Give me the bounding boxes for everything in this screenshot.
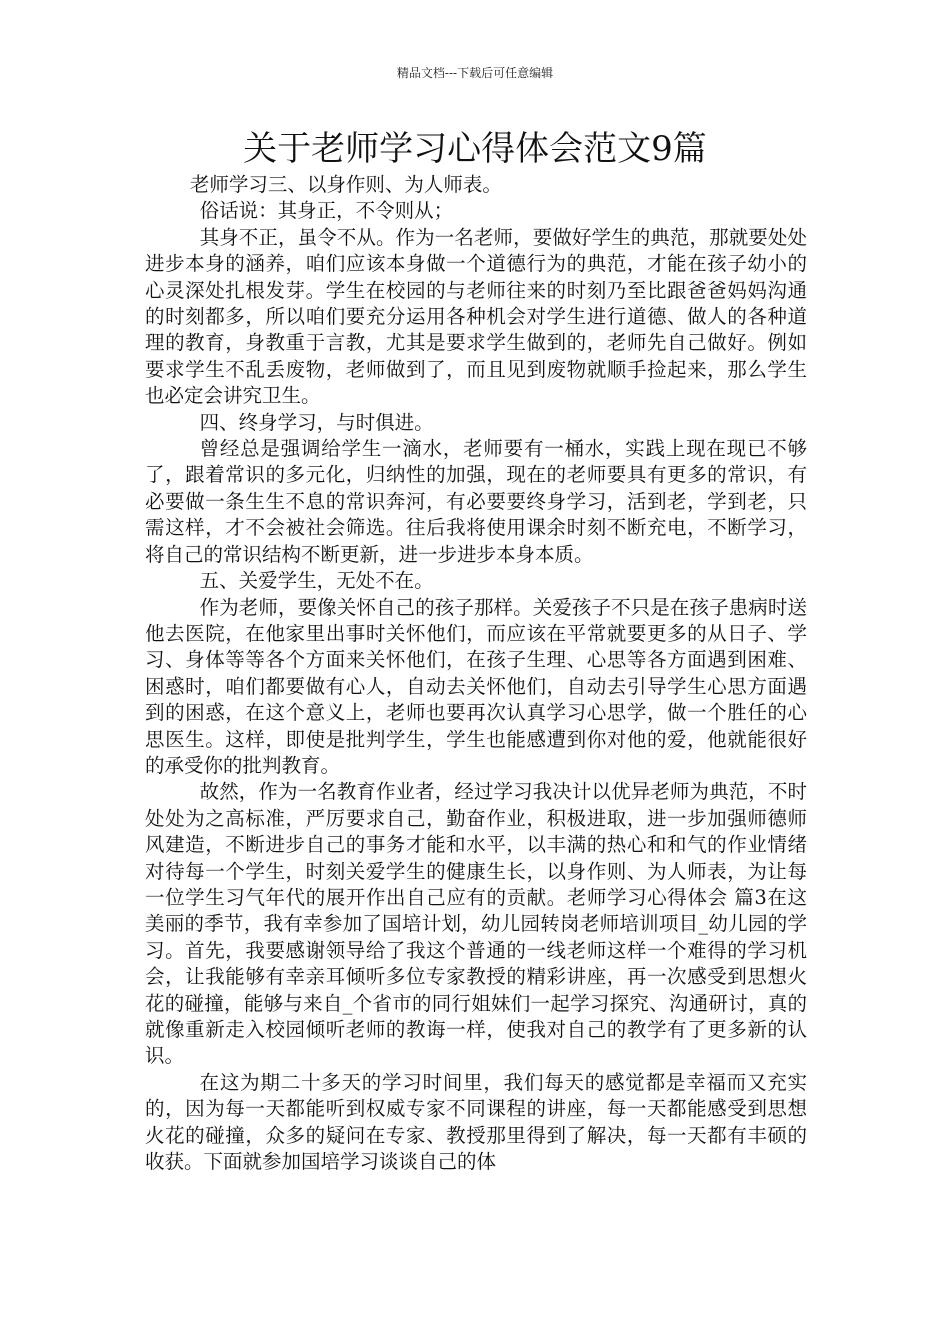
- paragraph: 作为老师，要像关怀自己的孩子那样。关爱孩子不只是在孩子患病时送他去医院，在他家里出事时关怀他们，而应该在平常就要更多的从日子、学习、身体等等各个方面来关怀他们，在孩子生理、心思等各方面遇到困难、困惑时，咱们都要做有心人，自动去关怀他们，自动去引导学生心思方面遇到的困惑，在这个意义上，老师也要再次认真学习心思学，做一个胜任的心思医生。这样，即使是批判学生，学生也能感遭到你对他的爱，他就能很好的承受你的批判教育。: [145, 595, 807, 777]
- paragraph: 其身不正，虽令不从。作为一名老师，要做好学生的典范，那就要处处进步本身的涵养，咱们应该本身做一个道德行为的典范，才能在孩子幼小的心灵深处扎根发芽。学生在校园的与老师往来的时刻乃至比跟爸爸妈妈沟通的时刻都多，所以咱们要充分运用各种机会对学生进行道德、做人的各种道理的教育，身教重于言教，尤其是要求学生做到的，老师先自己做好。例如要求学生不乱丢废物，老师做到了，而且见到废物就顺手捡起来，那么学生也必定会讲究卫生。: [145, 225, 807, 408]
- document-title: 关于老师学习心得体会范文9篇: [243, 129, 707, 169]
- paragraph: 故然，作为一名教育作业者，经过学习我决计以优异老师为典范，不时处处为之高标准，严厉要求自己，勤奋作业，积极进取，进一步加强师德师风建造，不断进步自己的事务才能和水平，以丰满的热心和和气的作业情绪对待每一个学生，时刻关爱学生的健康生长，以身作则、为人师表，为让每一位学生习气年代的展开作出自己应有的贡献。老师学习心得体会 篇3在这美丽的季节，我有幸参加了国培计划，幼儿园转岗老师培训项目_幼儿园的学习。首先，我要感谢领导给了我这个普通的一线老师这样一个难得的学习机会，让我能够有幸亲耳倾听多位专家教授的精彩讲座，再一次感受到思想火花的碰撞，能够与来自_个省市的同行姐妹们一起学习探究、沟通研讨，真的就像重新走入校园倾听老师的教诲一样，使我对自己的教学有了更多新的认识。: [145, 780, 807, 1068]
- paragraph: 老师学习三、以身作则、为人师表。: [189, 173, 502, 196]
- paragraph: 曾经总是强调给学生一滴水，老师要有一桶水，实践上现在现已不够了，跟着常识的多元化，归纳性的加强，现在的老师要具有更多的常识，有必要做一条生生不息的常识奔河，有必要要终身学习，活到老，学到老，只需这样，才不会被社会筛选。往后我将使用课余时刻不断充电，不断学习，将自己的常识结构不断更新，进一步进步本身本质。: [145, 437, 807, 566]
- paragraph: 五、关爱学生，无处不在。: [199, 569, 434, 593]
- paragraph: 在这为期二十多天的学习时间里，我们每天的感觉都是幸福而又充实的，因为每一天都能听到权威专家不同课程的讲座，每一天都能感受到思想火花的碰撞，众多的疑问在专家、教授那里得到了解决，每一天都有丰硕的收获。下面就参加国培学习谈谈自己的体: [145, 1070, 807, 1174]
- paragraph: 俗话说：其身正，不令则从；: [199, 199, 454, 223]
- paragraph: 四、终身学习，与时俱进。: [199, 410, 434, 434]
- page-watermark: 精品文档---下载后可任意编辑: [396, 66, 554, 80]
- document-body: [145, 172, 807, 1175]
